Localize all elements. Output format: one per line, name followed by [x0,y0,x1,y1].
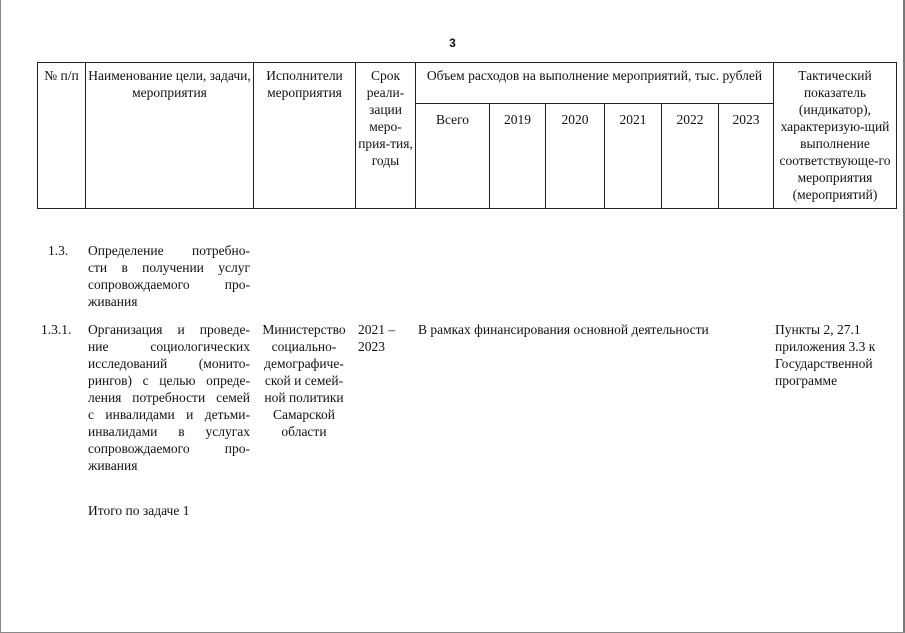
row-1-3-1-name-line: Организация и проведе- [88,322,250,337]
header-year-2019: 2019 [490,104,546,209]
row-1-3-1-name-line: рингов) с целью опреде- [88,373,250,388]
header-executors: Исполнители мероприятия [254,63,356,209]
header-year-2020: 2020 [546,104,605,209]
header-financing: Объем расходов на выполнение мероприятий, тыс. рублей [416,63,774,104]
row-1-3-1-name-line: сопровождаемого про- [88,441,250,456]
executor-line: области [281,424,327,439]
header-indicator: Тактический показатель (индикатор), характеризую-щий выполнение соответствующе-го мероприятия (мероприятий) [774,63,897,209]
row-1-3-1-name-line: ления потребности семей [88,390,250,405]
row-1-3-name-line: Определение потребно- [88,243,250,258]
executor-line: социально- [271,339,337,354]
row-1-3-name-line: сопровождаемого про- [88,277,250,292]
row-1-3-1-indicator [775,321,897,389]
header-table [37,62,897,209]
header-num: № п/п [38,63,86,209]
indicator-line: Государственной [775,356,873,371]
header-term: Срок реали-зации меро-прия-тия, годы [356,63,416,209]
executor-line: Самарской [272,407,336,422]
header-year-2021: 2021 [605,104,662,209]
header-year-2022: 2022 [662,104,719,209]
executor-line: ской и семей- [264,373,344,388]
row-1-3-1-name [88,321,250,474]
term-line: 2023 [358,339,385,354]
row-1-3-1-name-line: исследований (монито- [88,356,250,371]
term-line: 2021 – [358,322,396,337]
header-year-2023: 2023 [719,104,774,209]
row-1-3-1-name-line: ние социологических [88,339,250,354]
row-1-3-num: 1.3. [48,243,69,258]
indicator-line: приложения 3.3 к [775,339,876,354]
row-1-3-1-name-line: живания [88,458,138,473]
row-1-3-1-term [358,321,414,355]
row-1-3-1-executors [254,321,354,440]
page-number: 3 [449,36,456,50]
executor-line: Министерство [262,322,346,337]
row-1-3-1-name-line: инвалидами в услугах [88,424,250,439]
row-1-3-name-line: сти в получении услуг [88,260,250,275]
row-1-3-1-financing: В рамках финансирования основной деятельности [418,322,709,337]
header-name: Наименование цели, задачи, мероприятия [86,63,254,209]
indicator-line: Пункты 2, 27.1 [775,322,861,337]
header-total: Всего [416,104,490,209]
page-edge-left [0,0,1,633]
indicator-line: программе [775,373,838,388]
row-1-3-name-line: живания [88,294,138,309]
row-1-3-name [88,242,250,310]
executor-line: ной политики [264,390,344,405]
row-1-3-1-name-line: с инвалидами и детьми- [88,407,250,422]
total-label: Итого по задаче 1 [88,503,190,518]
executor-line: демографиче- [264,356,344,371]
row-1-3-1-num: 1.3.1. [41,322,72,337]
